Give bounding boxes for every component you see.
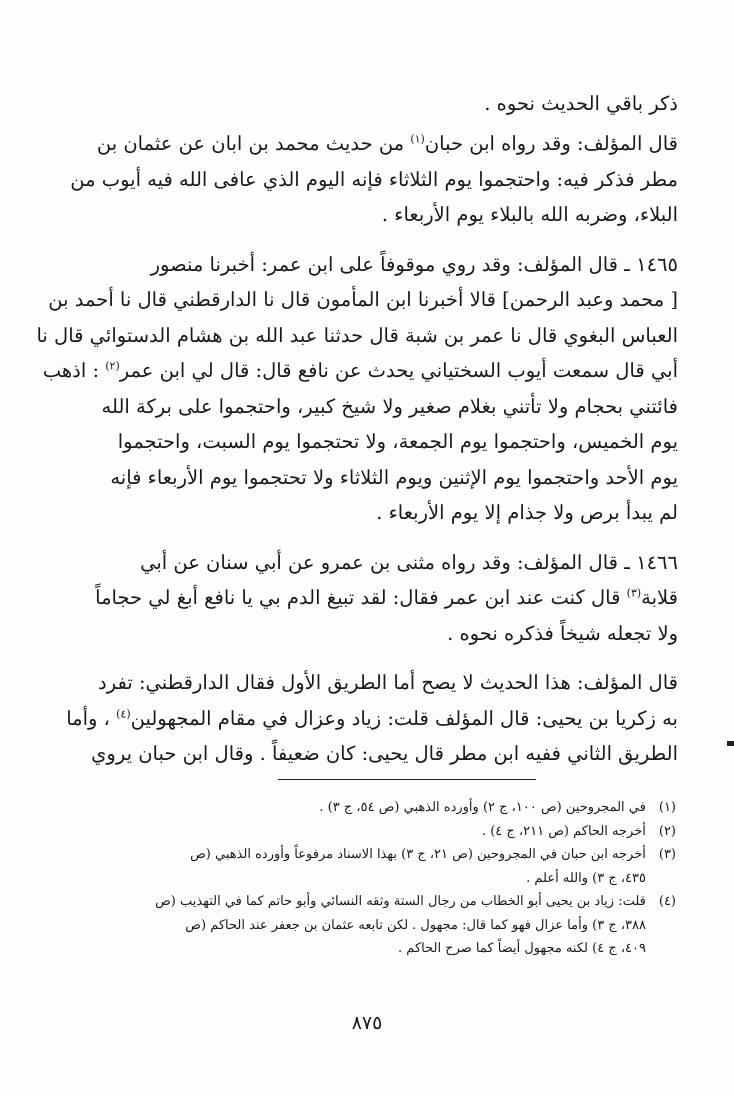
text-line: مطر فذكر فيه: واحتجموا يوم الثلاثاء فإنه اليوم الذي عافى الله فيه أيوب من [70,167,678,191]
intro-paragraph [52,86,678,124]
text-line: العباس البغوي قال نا عمر بن شبة قال حدثنا عبد الله بن هشام الدستوائي قال نا [36,323,678,347]
footnote-3-cont: ٤٣٥، ج ٣) والله أعلم . [526,870,646,886]
footnote-2: (٢) أخرجه الحاكم (ص ٢١١، ج ٤) . [481,823,676,839]
footnote-3: (٣) أخرجه ابن حبان في المجروحين (ص ٢١، ج ٣) بهذا الاسناد مرفوعاً وأورده الذهبي (ص [190,847,676,862]
footnote-4-cont: ٤٠٩، ج ٤) لكنه مجهول أيضاً كما صرح الحاكم . [398,941,646,956]
text-line: الطريق الثاني ففيه ابن مطر قال يحيى: كان ضعيفاً . وقال ابن حبان يروي [91,742,678,765]
footnote-4: (٤) قلت: زياد بن يحيى أبو الخطاب من رجال الستة وثقه النسائي وأبو حاتم كما في التهذيب (ص [155,894,676,909]
text-line: ١٤٦٥ ـ قال المؤلف: وقد روي موقوفاً على ابن عمر: أخبرنا منصور [150,252,678,276]
footnote-ref: (٢) [105,359,120,373]
footnotes [56,796,676,961]
main-text [36,86,678,772]
text-line: قال المؤلف: هذا الحديث لا يصح أما الطريق الأول فقال الدارقطني: تفرد [98,671,678,694]
text-line: به زكريا بن يحيى: قال المؤلف قلت: زياد وعزال في مقام المجهولين$^{(٤)}$ ، وأما [66,706,678,730]
text-line: ولا تجعله شيخاً فذكره نحوه . [447,621,678,645]
footnote-ref: (١) [410,132,425,146]
text-line: يوم الخميس، واحتجموا يوم الجمعة، ولا تحتجموا يوم السبت، واحتجموا [117,430,678,453]
footnote-1: (١) في المجروحين (ص ١٠٠، ج ٢) وأورده الذهبي (ص ٥٤، ج ٣) . [319,800,676,815]
text-line: قلابة$^{(٣)}$ قال كنت عند ابن عمر فقال: لقد تبيغ الدم بي يا نافع أبغ لي حجاماً [95,586,678,609]
text-line: أبي قال سمعت أيوب السختياني يحدث عن نافع قال: قال لي ابن عمر$^{(٢)}$ : اذهب [42,359,678,382]
paragraph-hadith-1466 [52,545,678,652]
text-line: ١٤٦٦ ـ قال المؤلف: وقد رواه مثنى بن عمرو عن أبي سنان عن أبي [140,550,678,574]
footnote-ref: (٣) [626,586,642,600]
footnote-divider [278,779,536,780]
page-number: ٨٧٥ [351,1012,383,1034]
text-line: قال المؤلف: وقد رواه ابن حبان$^{(١)}$ من حديث محمد بن ابان عن عثمان بن [96,132,678,155]
text-line: [ محمد وعبد الرحمن] قالا أخبرنا ابن المأمون قال نا الدارقطني قال نا أحمد بن [48,288,678,311]
footnote-4-cont: ٣٨٨، ج ٣) وأما عزال فهو كما قال: مجهول . لكن تابعه عثمان بن جعفر عند الحاكم (ص [185,917,646,933]
margin-mark [727,741,734,746]
footnote-ref: (٤) [116,707,131,720]
paragraph-commentary [52,665,678,772]
paragraph-1 [52,126,678,233]
intro-line: ذكر باقي الحديث نحوه . [484,92,678,115]
paragraph-hadith-1465 [36,247,678,531]
text-line: يوم الأحد واحتجموا يوم الإثنين ويوم الثلاثاء ولا تحتجموا يوم الأربعاء فإنه [110,465,678,489]
text-line: لم يبدأ برص ولا جذام إلا يوم الأربعاء . [376,501,678,524]
text-line: فائتني بحجام ولا تأتني بغلام صغير ولا شيخ كبير، واحتجموا على بركة الله [101,394,678,418]
text-line: البلاء، وضربه الله بالبلاء يوم الأربعاء . [381,203,678,226]
